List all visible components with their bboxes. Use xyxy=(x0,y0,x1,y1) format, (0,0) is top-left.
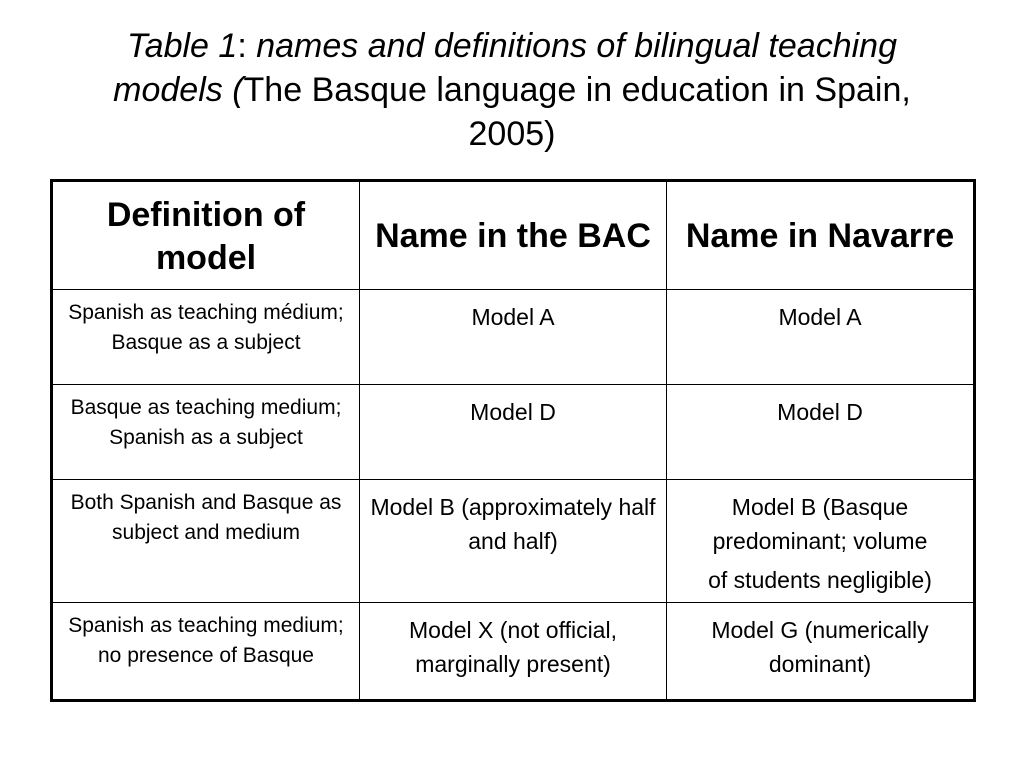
cell-name-navarre xyxy=(667,480,975,603)
cell-definition: Spanish as teaching médium; Basque as a subject xyxy=(52,290,360,385)
cell-name-bac: Model B (approximately half and half) xyxy=(360,480,667,603)
cell-name-navarre: Model A xyxy=(667,290,975,385)
table-row xyxy=(52,603,975,701)
cell-definition: Basque as teaching medium; Spanish as a subject xyxy=(52,385,360,480)
cell-definition: Both Spanish and Basque as subject and medium xyxy=(52,480,360,603)
cell-name-bac: Model X (not official, marginally present) xyxy=(360,603,667,701)
title-description: names and definitions of bilingual teaching models ( xyxy=(113,27,897,109)
table-header-row xyxy=(52,181,975,290)
cell-name-bac: Model D xyxy=(360,385,667,480)
cell-name-navarre-line2: of students negligible) xyxy=(708,567,932,593)
header-name-bac: Name in the BAC xyxy=(360,181,667,290)
header-name-navarre: Name in Navarre xyxy=(667,181,975,290)
cell-name-bac: Model A xyxy=(360,290,667,385)
header-definition: Definition of model xyxy=(52,181,360,290)
title-source: The Basque language in education in Spain, 2005) xyxy=(243,71,911,153)
table-title xyxy=(112,24,912,156)
cell-definition: Spanish as teaching medium; no presence of Basque xyxy=(52,603,360,701)
table-row xyxy=(52,290,975,385)
cell-name-navarre-line1: Model B (Basque predominant; volume xyxy=(712,494,928,554)
table-row xyxy=(52,385,975,480)
cell-name-navarre: Model G (numerically dominant) xyxy=(667,603,975,701)
cell-name-navarre: Model D xyxy=(667,385,975,480)
title-colon: : xyxy=(237,27,247,65)
bilingual-models-table xyxy=(50,179,976,702)
table-row xyxy=(52,480,975,603)
title-label: Table 1 xyxy=(127,27,238,65)
